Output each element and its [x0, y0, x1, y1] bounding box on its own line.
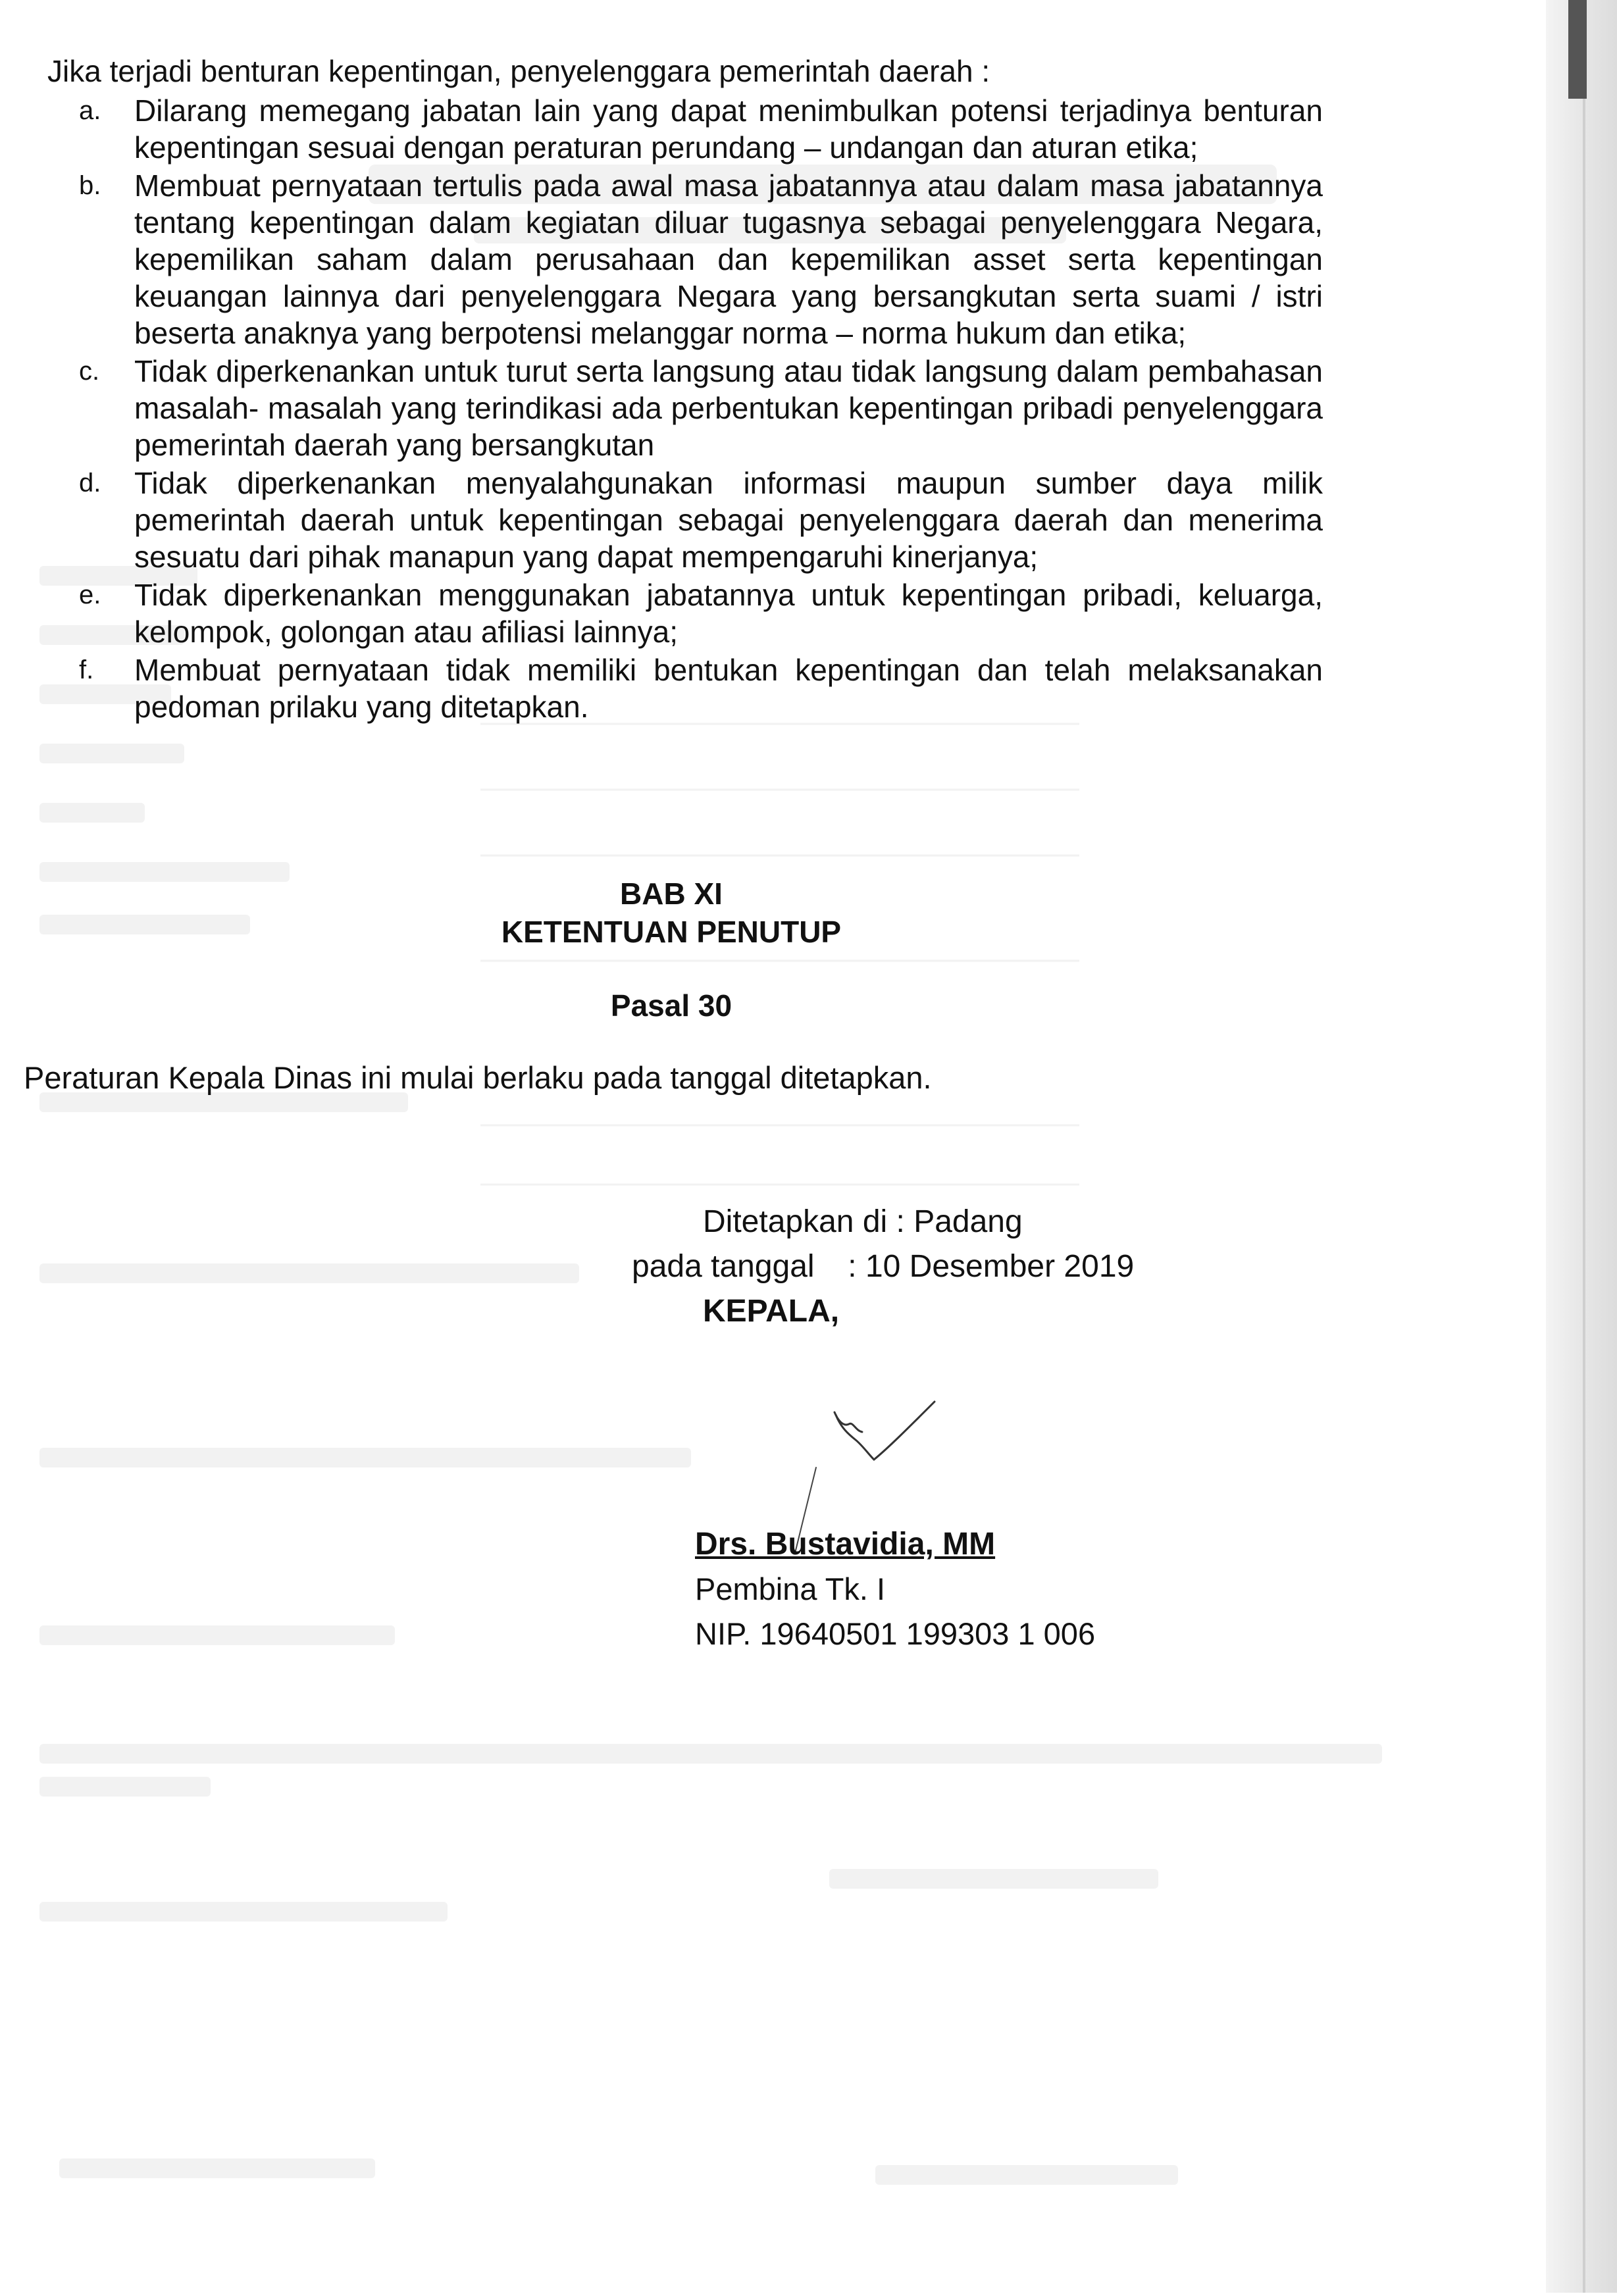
chapter-number: BAB XI	[620, 877, 723, 911]
scan-mark	[1568, 0, 1587, 99]
list-marker: f.	[79, 655, 94, 684]
signing-date-value: : 10 Desember 2019	[848, 1249, 1135, 1284]
list-item-text: Membuat pernyataan tertulis pada awal masa jabatannya atau dalam masa jabatannya tentang kepentingan dalam kegiatan diluar tugasnya sebagai penyelenggara Negara, kepemilikan saham dalam perusahaan dan kepemilikan asset serta kepentingan keuangan lainnya dari penyelenggara Negara yang bersangkutan serta suami / istri beserta anaknya yang berpotensi melanggar norma – norma hukum dan etika;	[134, 168, 1323, 350]
list-marker: a.	[79, 96, 101, 125]
signing-place-value: : Padang	[896, 1204, 1023, 1239]
list-marker: c.	[79, 357, 100, 386]
signing-position: KEPALA,	[703, 1294, 840, 1329]
list-marker: b.	[79, 171, 101, 200]
signing-date-row	[632, 1246, 1134, 1287]
signatory-name-text: Drs. Bustavidia, MM	[695, 1527, 996, 1562]
intro-text: Jika terjadi benturan kepentingan, penyelenggara pemerintah daerah :	[47, 54, 990, 88]
signatory-rank: Pembina Tk. I	[695, 1571, 886, 1606]
list-item-text: Tidak diperkenankan menyalahgunakan informasi maupun sumber daya milik pemerintah daerah untuk kepentingan sebagai penyelenggara daerah dan menerima sesuatu dari pihak manapun yang dapat mempengaruhi kinerjanya;	[134, 466, 1323, 574]
list-item-b	[79, 167, 1323, 351]
chapter-title: KETENTUAN PENUTUP	[501, 915, 842, 949]
list-item-text: Tidak diperkenankan menggunakan jabatannya untuk kepentingan pribadi, keluarga, kelompok, golongan atau afiliasi lainnya;	[134, 578, 1323, 649]
signing-date-label: pada tanggal	[632, 1249, 815, 1284]
list-item-text: Membuat pernyataan tidak memiliki bentukan kepentingan dan telah melaksanakan pedoman prilaku yang ditetapkan.	[134, 653, 1323, 724]
list-item-text: Dilarang memegang jabatan lain yang dapat menimbulkan potensi terjadinya benturan kepentingan sesuai dengan peraturan perundang – undangan dan aturan etika;	[134, 93, 1323, 165]
scan-edge-line	[1583, 0, 1585, 2293]
list-item-text: Tidak diperkenankan untuk turut serta langsung atau tidak langsung dalam pembahasan masalah- masalah yang terindikasi ada perbentukan kepentingan pribadi penyelenggara pemerintah daerah yang bersangkutan	[134, 354, 1323, 462]
conflict-of-interest-list	[79, 92, 1323, 727]
list-marker: d.	[79, 469, 101, 497]
list-item-d	[79, 465, 1323, 575]
signatory-nip: NIP. 19640501 199303 1 006	[695, 1616, 1096, 1651]
signing-place-label: Ditetapkan di	[703, 1204, 888, 1239]
signing-place-row	[703, 1202, 1023, 1242]
signatory-name	[695, 1524, 995, 1565]
scan-edge	[1546, 0, 1617, 2293]
list-item-e	[79, 576, 1323, 650]
article-body: Peraturan Kepala Dinas ini mulai berlaku pada tanggal ditetapkan.	[24, 1060, 932, 1095]
list-item-f	[79, 651, 1323, 725]
list-item-c	[79, 353, 1323, 463]
list-item-a	[79, 92, 1323, 166]
list-marker: e.	[79, 580, 101, 609]
article-heading: Pasal 30	[610, 988, 732, 1023]
